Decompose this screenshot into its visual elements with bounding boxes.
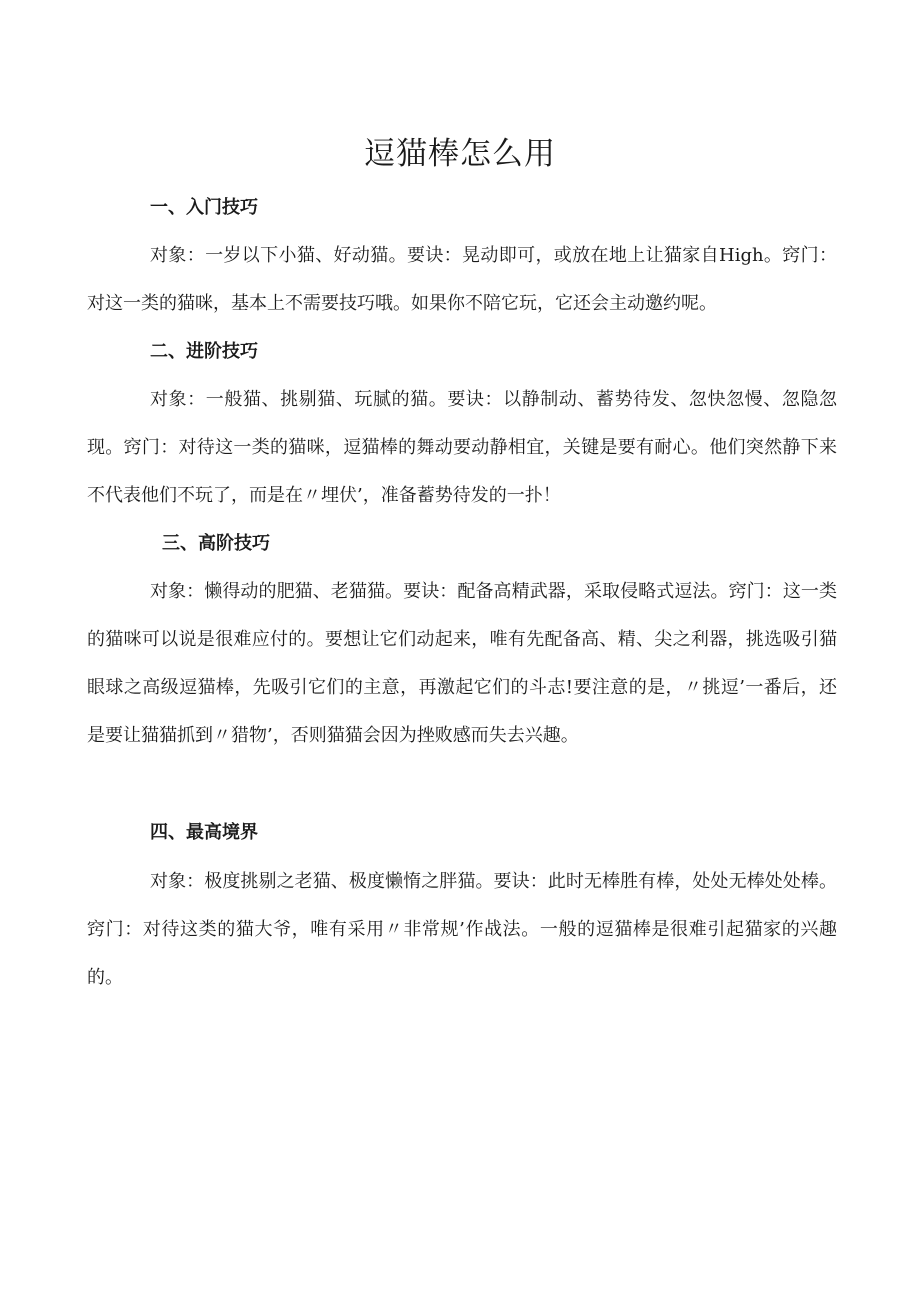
page-title: 逗猫棒怎么用 xyxy=(364,136,556,172)
section-heading-ultimate: 四、最高境界 xyxy=(150,822,258,843)
section-body-beginner: 对象：一岁以下小猫、好动猫。要诀：晃动即可，或放在地上让猫家自High。窍门：对这一类的猫咪，基本上不需要技巧哦。如果你不陪它玩，它还会主动邀约呢。 xyxy=(87,245,837,314)
section-body-ultimate: 对象：极度挑剔之老猫、极度懒惰之胖猫。要诀：此时无棒胜有棒，处处无棒处处棒。窍门：对待这类的猫大爷，唯有采用〃非常规’作战法。一般的逗猫棒是很难引起猫家的兴趣的。 xyxy=(87,871,837,988)
section-heading-advanced: 二、进阶技巧 xyxy=(150,341,258,362)
section-heading-expert: 三、高阶技巧 xyxy=(162,533,270,554)
section-body-advanced: 对象：一般猫、挑剔猫、玩腻的猫。要诀：以静制动、蓄势待发、忽快忽慢、忽隐忽现。窍门：对待这一类的猫咪，逗猫棒的舞动要动静相宜，关键是要有耐心。他们突然静下来不代表他们不玩了，而是在〃埋伏’，准备蓄势待发的一扑！ xyxy=(87,389,837,506)
section-heading-beginner: 一、入门技巧 xyxy=(150,197,258,218)
section-body-expert: 对象：懒得动的肥猫、老猫猫。要诀：配备高精武器，采取侵略式逗法。窍门：这一类的猫咪可以说是很难应付的。要想让它们动起来，唯有先配备高、精、尖之利器，挑选吸引猫眼球之高级逗猫棒，先吸引它们的主意，再激起它们的斗志!要注意的是，〃挑逗’一番后，还是要让猫猫抓到〃猎物’，否则猫猫会因为挫败感而失去兴趣。 xyxy=(87,581,837,746)
